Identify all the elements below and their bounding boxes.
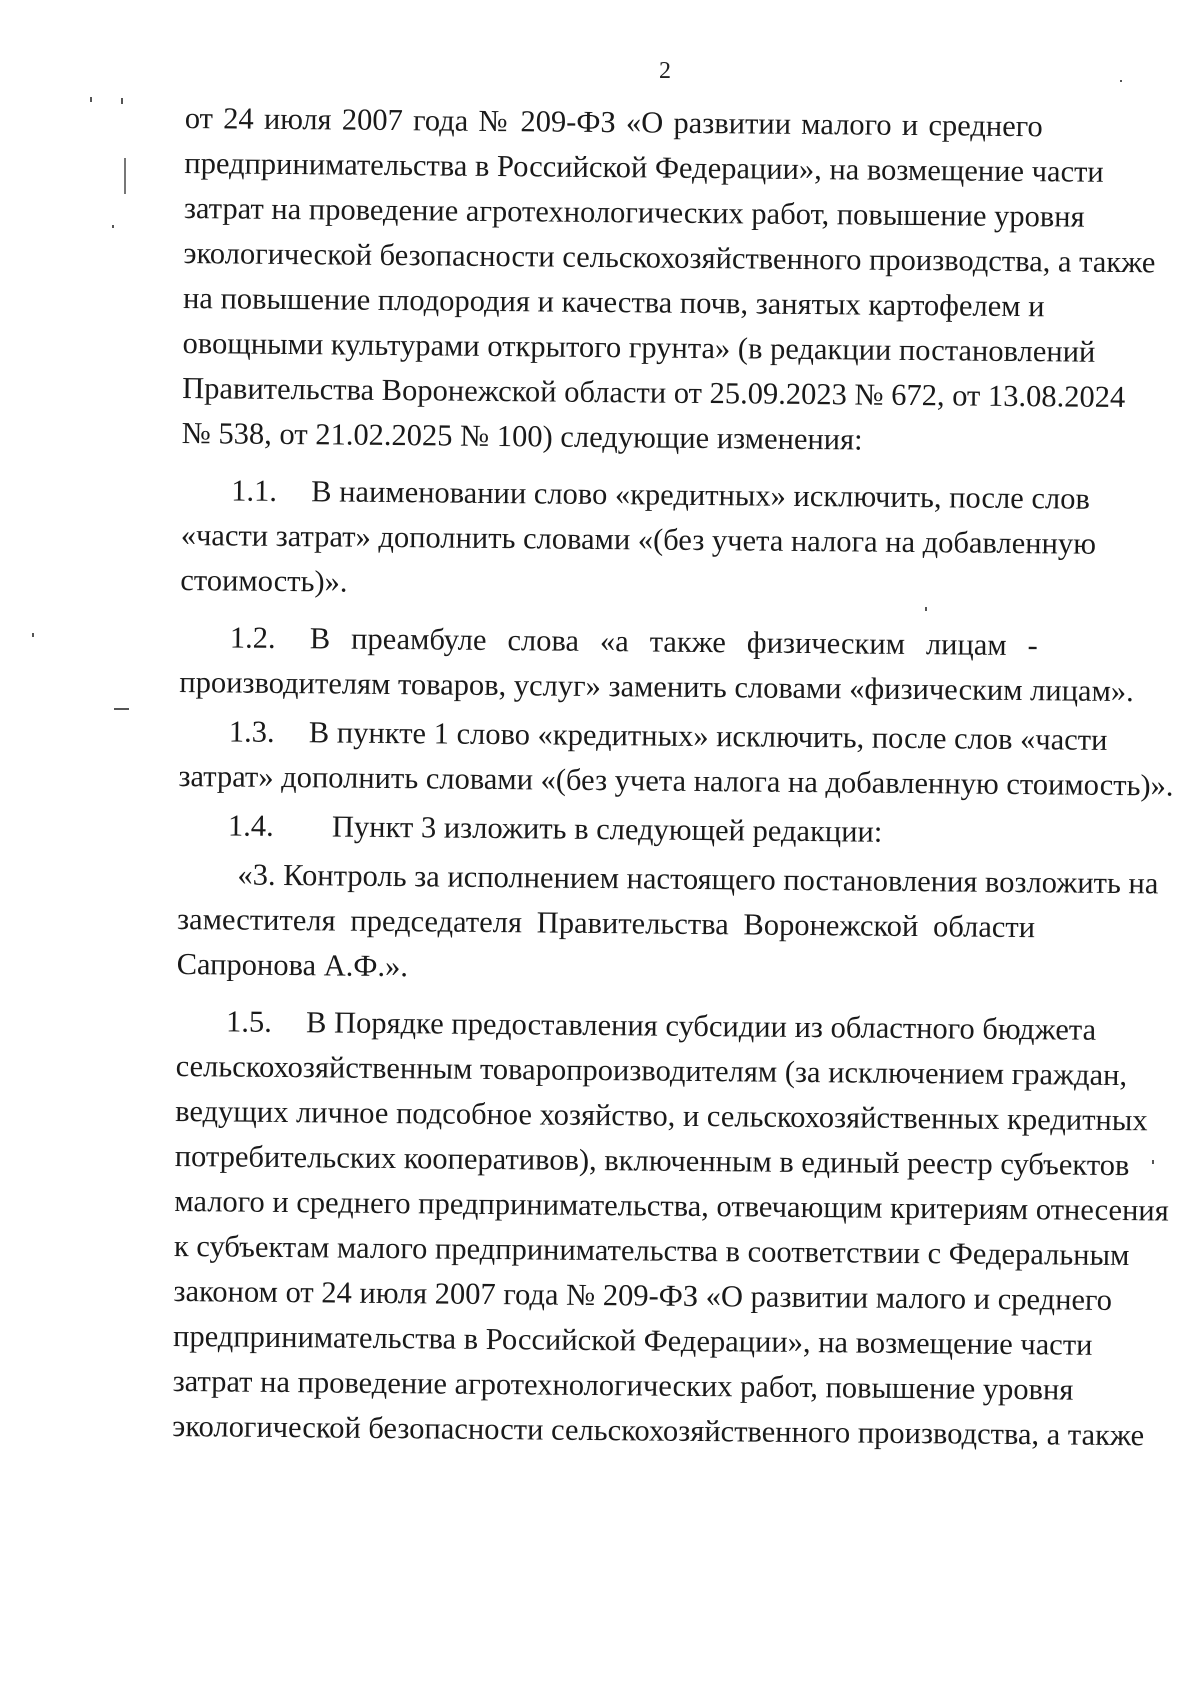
text-line: законом от 24 июля 2007 года № 209-ФЗ «О развитии малого и среднего xyxy=(173,1273,1113,1317)
item-1-2 xyxy=(179,615,1134,713)
item-text: В пункте 1 слово «кредитных» исключить, после слов «части xyxy=(308,715,1108,757)
text-line: предпринимательства в Российской Федерации», на возмещение части xyxy=(172,1318,1093,1362)
text-line: затрат на проведение агротехнологических работ, повышение уровня xyxy=(172,1363,1074,1407)
text-line: затрат» дополнить словами «(без учета налога на добавленную стоимость)». xyxy=(178,758,1174,803)
item-1-1 xyxy=(180,468,1097,611)
text-line: потребительских кооперативов), включенным в единый реестр субъектов xyxy=(174,1138,1130,1183)
item-1-4 xyxy=(178,803,1036,856)
item-text: В преамбуле слова «а также физическим лицам - xyxy=(309,621,1038,663)
item-1-5 xyxy=(172,999,1169,1457)
text-line: экологической безопасности сельскохозяйственного производства, а также xyxy=(183,235,1156,280)
item-number: 1.4. xyxy=(227,808,274,843)
text-line: овощными культурами открытого грунта» (в редакции постановлений xyxy=(182,325,1096,369)
scan-speck xyxy=(90,97,92,102)
item-number: 1.1. xyxy=(231,473,278,508)
text-line: экологической безопасности сельскохозяйственного производства, а также xyxy=(172,1408,1145,1453)
text-line: ведущих личное подсобное хозяйство, и сельскохозяйственных кредитных xyxy=(175,1093,1148,1138)
text-line: «3. Контроль за исполнением настоящего постановления возложить на xyxy=(237,857,1159,901)
document-body xyxy=(172,96,1174,1457)
scan-speck xyxy=(1120,80,1122,82)
scan-speck xyxy=(114,708,129,710)
text-line: сельскохозяйственным товаропроизводителям (за исключением граждан, xyxy=(175,1048,1128,1093)
scan-speck xyxy=(1152,1160,1154,1164)
text-line: стоимость)». xyxy=(180,562,348,599)
text-line: предпринимательства в Российской Федерации», на возмещение части xyxy=(184,145,1104,189)
page-number: 2 xyxy=(659,58,671,84)
item-first-line xyxy=(178,803,1036,856)
item-text: В Порядке предоставления субсидии из областного бюджета xyxy=(305,1005,1097,1047)
text-line: от 24 июля 2007 года № 209-ФЗ «О развитии малого и среднего xyxy=(184,100,1043,144)
text-line: заместителя председателя Правительства Воронежской области xyxy=(176,901,1036,945)
item-text: Пункт 3 изложить в следующей редакции: xyxy=(331,809,883,849)
item-number: 1.5. xyxy=(225,1004,273,1039)
text-line: Сапронова А.Ф.». xyxy=(176,946,409,984)
item-number: 1.2. xyxy=(229,620,276,655)
text-line: затрат на проведение агротехнологических работ, повышение уровня xyxy=(183,190,1085,234)
scan-speck xyxy=(32,633,34,637)
text-line: производителям товаров, услуг» заменить словами «физическим лицам». xyxy=(179,664,1134,709)
text-line: на повышение плодородия и качества почв, занятых картофелем и xyxy=(182,280,1045,324)
quoted-paragraph xyxy=(176,852,1159,995)
text-line: малого и среднего предпринимательства, отвечающим критериям отнесения xyxy=(174,1183,1169,1228)
scan-speck xyxy=(124,158,126,194)
scan-speck xyxy=(112,225,114,228)
text-line: Правительства Воронежской области от 25.09.2023 № 672, от 13.08.2024 xyxy=(182,370,1126,415)
item-1-3 xyxy=(178,709,1174,807)
item-number: 1.3. xyxy=(228,714,275,749)
scan-speck xyxy=(121,98,123,104)
text-line: к субъектам малого предпринимательства в соответствии с Федеральным xyxy=(173,1228,1130,1273)
text-line: «части затрат» дополнить словами «(без учета налога на добавленную xyxy=(180,517,1097,561)
intro-paragraph xyxy=(181,96,1156,464)
item-text: В наименовании слово «кредитных» исключить, после слов xyxy=(311,474,1091,516)
text-line: № 538, от 21.02.2025 № 100) следующие изменения: xyxy=(181,415,863,457)
